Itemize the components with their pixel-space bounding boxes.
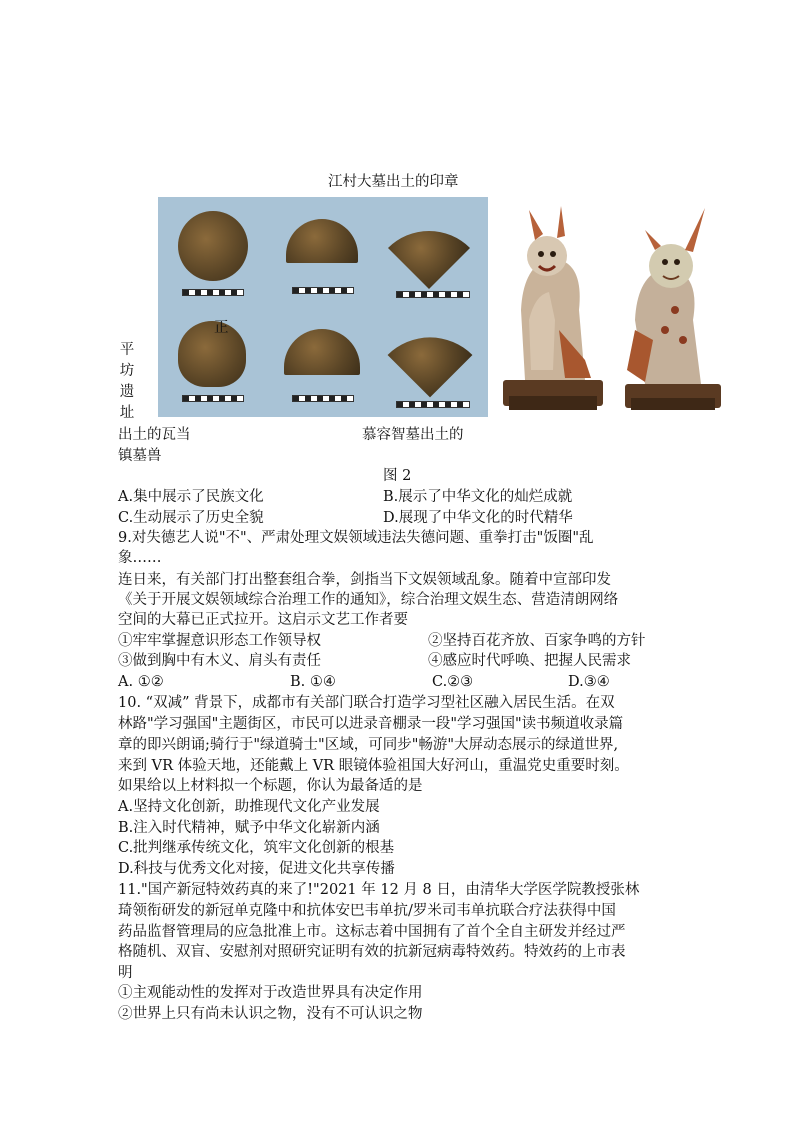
figure-caption-top: 江村大墓出土的印章 bbox=[328, 174, 459, 190]
q9-option-c: C.②③ bbox=[432, 674, 474, 690]
q10-option-a: A.坚持文化创新，助推现代文化产业发展 bbox=[118, 799, 380, 815]
vertical-label bbox=[118, 340, 136, 424]
vertical-char: 坊 bbox=[119, 363, 135, 379]
tile-3 bbox=[378, 197, 488, 307]
q11-stem-line: 明 bbox=[118, 965, 133, 981]
vertical-char: 遗 bbox=[119, 384, 135, 400]
q10-stem-line: 如果给以上材料拟一个标题，你认为最备适的是 bbox=[118, 778, 423, 794]
vertical-char: 平 bbox=[119, 342, 135, 358]
q11-stem-line: 格随机、双盲、安慰剂对照研究证明有效的抗新冠病毒特效药。特效药的上市表 bbox=[118, 944, 626, 960]
figure-caption-right: 慕容智墓出土的 bbox=[362, 427, 464, 443]
q10-stem-line: 10. “双减” 背景下，成都市有关部门联合打造学习型社区融入居民生活。在双 bbox=[118, 695, 615, 711]
q9-stem-line: 空间的大幕已正式拉开。这启示文艺工作者要 bbox=[118, 612, 408, 628]
q8-option-b: B.展示了中华文化的灿烂成就 bbox=[383, 489, 573, 505]
q10-stem-line: 章的即兴朗诵;骑行于"绿道骑士"区域，可同步"畅游"大屏动态展示的绿道世界, bbox=[118, 737, 619, 753]
vertical-char: 址 bbox=[119, 405, 135, 421]
photo-overlay-char: 正 bbox=[214, 320, 229, 336]
q8-option-c: C.生动展示了历史全貌 bbox=[118, 510, 264, 526]
q9-stem-line: 《关于开展文娱领域综合治理工作的通知》，综合治理文娱生态、营造清朗网络 bbox=[118, 592, 619, 608]
q9-option-b: B. ①④ bbox=[290, 674, 336, 690]
q10-option-c: C.批判继承传统文化，筑牢文化创新的根基 bbox=[118, 840, 395, 856]
q9-stem-line: 连日来，有关部门打出整套组合拳，剑指当下文娱领域乱象。随着中宣部印发 bbox=[118, 572, 611, 588]
tile-2 bbox=[268, 197, 378, 307]
figure-caption-bottom-left: 镇墓兽 bbox=[118, 448, 162, 464]
q9-item-1: ①牢牢掌握意识形态工作领导权 bbox=[118, 633, 321, 649]
q10-stem-line: 来到 VR 体验天地，还能戴上 VR 眼镜体验祖国大好河山，重温党史重要时刻。 bbox=[118, 758, 629, 774]
q11-stem-line: 药品监督管理局的应急批准上市。这标志着中国拥有了首个全自主研发并经过严 bbox=[118, 924, 626, 940]
tile-6 bbox=[378, 307, 488, 417]
tile-5 bbox=[268, 307, 378, 417]
q9-item-4: ④感应时代呼唤、把握人民需求 bbox=[428, 653, 631, 669]
q11-stem-line: 11."国产新冠特效药真的来了!"2021 年 12 月 8 日，由清华大学医学院教授张林 bbox=[118, 882, 640, 898]
q9-stem-line: 9.对失德艺人说"不"、严肃处理文娱领域违法失德问题、重拳打击"饭圈"乱 bbox=[118, 530, 594, 546]
q9-stem-line: 象…… bbox=[118, 550, 162, 566]
tile-1 bbox=[158, 197, 268, 307]
tile-4 bbox=[158, 307, 268, 417]
figure-label: 图 2 bbox=[383, 468, 412, 484]
q11-item-2: ②世界上只有尚未认识之物，没有不可认识之物 bbox=[118, 1006, 423, 1022]
q8-option-d: D.展现了中华文化的时代精华 bbox=[383, 510, 573, 526]
tomb-guardian-statues bbox=[495, 200, 725, 420]
q9-item-3: ③做到胸中有木义、肩头有责任 bbox=[118, 653, 321, 669]
q9-item-2: ②坚持百花齐放、百家争鸣的方针 bbox=[428, 633, 646, 649]
q9-option-d: D.③④ bbox=[568, 674, 610, 690]
q10-stem-line: 林路"学习强国"主题街区，市民可以进录音棚录一段"学习强国"读书频道收录篇 bbox=[118, 716, 624, 732]
q11-item-1: ①主观能动性的发挥对于改造世界具有决定作用 bbox=[118, 985, 423, 1001]
q10-option-b: B.注入时代精神，赋予中华文化崭新内涵 bbox=[118, 820, 380, 836]
q10-option-d: D.科技与优秀文化对接，促进文化共享传播 bbox=[118, 861, 395, 877]
q8-option-a: A.集中展示了民族文化 bbox=[118, 489, 264, 505]
q9-option-a: A. ①② bbox=[118, 674, 164, 690]
q11-stem-line: 琦领衔研发的新冠单克隆中和抗体安巴韦单抗/罗米司韦单抗联合疗法获得中国 bbox=[118, 903, 616, 919]
seal-photo-grid bbox=[158, 197, 488, 417]
tomb-guardian-photo bbox=[495, 200, 725, 420]
figure-caption-left: 出土的瓦当 bbox=[118, 427, 191, 443]
